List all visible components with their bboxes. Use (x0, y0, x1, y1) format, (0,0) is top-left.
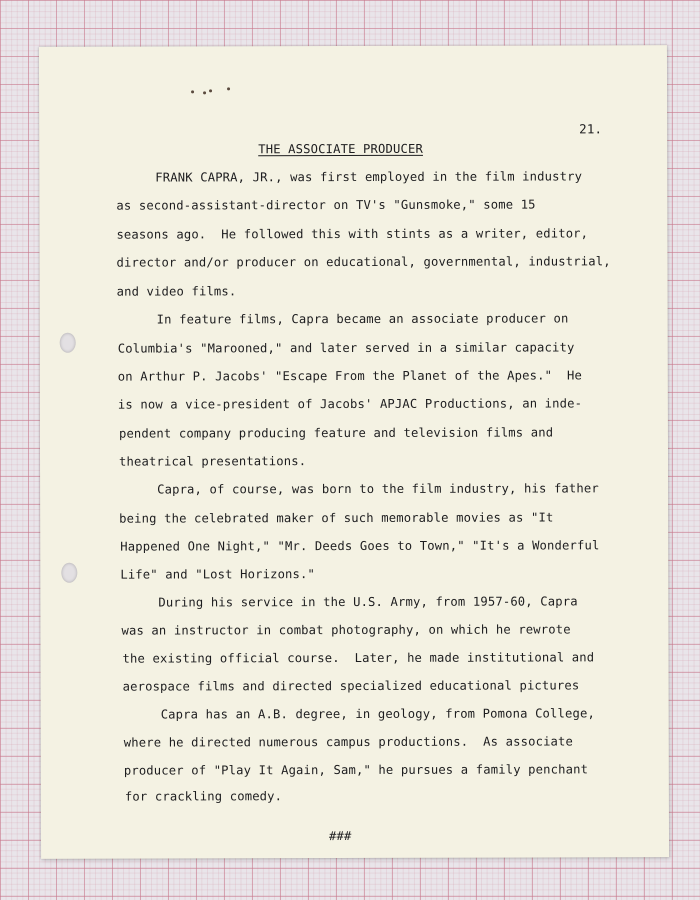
text-line: theatrical presentations. (119, 454, 307, 469)
text-line: producer of "Play It Again, Sam," he pursues a family penchant (123, 762, 589, 778)
text-line: aerospace films and directed specialized educational pictures (122, 678, 580, 694)
text-line: was an instructor in combat photography, on which he rewrote (121, 622, 571, 638)
document-title: THE ASSOCIATE PRODUCER (258, 141, 423, 157)
text-line: director and/or producer on educational, governmental, industrial, (116, 254, 611, 270)
end-mark: ### (328, 829, 352, 844)
text-line: and video films. (116, 284, 237, 299)
page-number: 21. (579, 121, 603, 137)
text-line: FRANK CAPRA, JR., was first employed in the film industry (155, 169, 583, 185)
text-line: Capra has an A.B. degree, in geology, from Pomona College, (160, 706, 595, 722)
text-line: In feature films, Capra became an associate producer on (156, 311, 569, 327)
text-line: as second-assistant-director on TV's "Gunsmoke," some 15 (116, 197, 536, 213)
text-line: seasons ago. He followed this with stints as a writer, editor, (116, 226, 589, 242)
punch-hole (60, 333, 76, 353)
text-line: for crackling comedy. (124, 789, 283, 804)
text-line: pendent company producing feature and television films and (118, 425, 554, 441)
text-line: the existing official course. Later, he made institutional and (122, 650, 595, 666)
text-line: on Arthur P. Jacobs' "Escape From the Planet of the Apes." He (117, 368, 583, 384)
typewritten-page (39, 45, 669, 859)
text-line: Columbia's "Marooned," and later served in a similar capacity (117, 340, 575, 356)
text-line: Capra, of course, was born to the film industry, his father (157, 481, 599, 497)
text-line: is now a vice-president of Jacobs' APJAC Productions, an inde- (117, 396, 583, 412)
text-line: During his service in the U.S. Army, from 1957-60, Capra (158, 594, 578, 610)
text-line: where he directed numerous campus productions. As associate (123, 734, 574, 750)
text-line: Happened One Night," "Mr. Deeds Goes to Town," "It's a Wonderful (120, 538, 600, 554)
text-line: being the celebrated maker of such memorable movies as "It (119, 510, 554, 526)
text-line: Life" and "Lost Horizons." (120, 567, 316, 582)
punch-hole (61, 563, 77, 583)
ink-specks (189, 84, 239, 96)
